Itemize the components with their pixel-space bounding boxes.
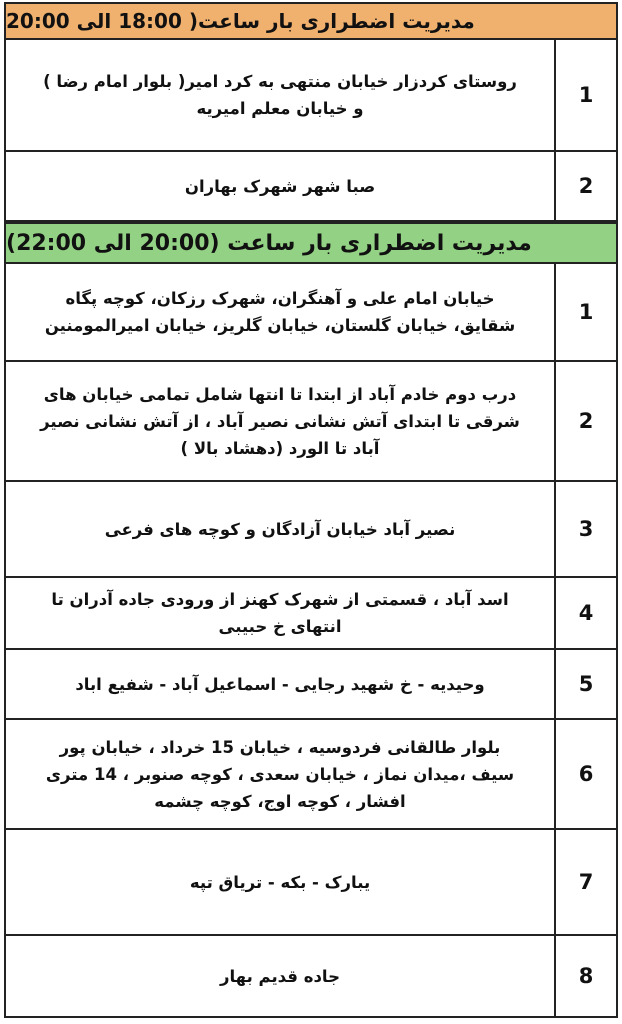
section2-header bbox=[4, 222, 618, 264]
section2-title: مدیریت اضطراری بار ساعت (20:00 الی 22:00) bbox=[6, 230, 532, 256]
row-description bbox=[6, 482, 554, 576]
section1-rows bbox=[4, 40, 618, 222]
description-line: درب دوم خادم آباد از ابتدا تا انتها شامل تمامی خیابان های bbox=[43, 384, 517, 404]
row-number: 8 bbox=[554, 936, 616, 1016]
row-description bbox=[6, 936, 554, 1016]
table-row bbox=[4, 650, 618, 720]
description-line: افشار ، کوچه اوج، کوچه چشمه bbox=[154, 791, 406, 811]
row-number: 1 bbox=[554, 264, 616, 360]
row-description bbox=[6, 720, 554, 828]
description-line: شقایق، خیابان گلستان، خیابان گلریز، خیابان امیرالمومنین bbox=[44, 316, 516, 335]
table-row bbox=[4, 40, 618, 152]
table-row bbox=[4, 152, 618, 222]
description-line: سیف ،میدان نماز ، خیابان سعدی ، کوچه صنوبر ، 14 متری bbox=[45, 764, 515, 784]
row-number: 4 bbox=[554, 578, 616, 648]
description-line: وحیدیه - خ شهید رجایی - اسماعیل آباد - شفیع اباد bbox=[75, 674, 485, 694]
row-description bbox=[6, 362, 554, 480]
row-description bbox=[6, 152, 554, 220]
description-line: خیابان امام علی و آهنگران، شهرک رزکان، کوچه پگاه bbox=[65, 289, 495, 308]
row-number: 2 bbox=[554, 152, 616, 220]
row-description bbox=[6, 830, 554, 934]
description-line: شرقی تا ابتدای آتش نشانی نصیر آباد ، از آتش نشانی نصیر bbox=[40, 411, 520, 431]
row-description bbox=[6, 578, 554, 648]
row-number: 2 bbox=[554, 362, 616, 480]
row-number: 5 bbox=[554, 650, 616, 718]
table-row bbox=[4, 362, 618, 482]
schedule-sheet bbox=[4, 2, 618, 1018]
description-line: انتهای خ حبیبی bbox=[218, 617, 342, 636]
table-row bbox=[4, 482, 618, 578]
section1-title: مدیریت اضطراری بار ساعت( 18:00 الی 20:00 bbox=[6, 9, 475, 33]
description-line: بلوار طالقانی فردوسیه ، خیابان 15 خرداد ، خیابان پور bbox=[59, 737, 501, 757]
description-line: نصیر آباد خیابان آزادگان و کوچه های فرعی bbox=[104, 519, 456, 539]
description-line: و خیابان معلم امیریه bbox=[196, 99, 364, 118]
description-line: یبارک - بکه - تریاق تپه bbox=[189, 872, 371, 892]
table-row bbox=[4, 830, 618, 936]
section1-header bbox=[4, 2, 618, 40]
row-number: 7 bbox=[554, 830, 616, 934]
row-description bbox=[6, 264, 554, 360]
description-line: صبا شهر شهرک بهاران bbox=[184, 176, 376, 196]
description-line: آباد تا الورد (دهشاد بالا ) bbox=[180, 438, 380, 458]
row-description bbox=[6, 650, 554, 718]
table-row bbox=[4, 578, 618, 650]
table-row bbox=[4, 264, 618, 362]
section2-rows bbox=[4, 264, 618, 1018]
description-line: جاده قدیم بهار bbox=[219, 966, 341, 986]
row-description bbox=[6, 40, 554, 150]
row-number: 6 bbox=[554, 720, 616, 828]
description-line: روستای کردزار خیابان منتهی به کرد امیر( بلوار امام رضا ) bbox=[43, 72, 517, 91]
table-row bbox=[4, 720, 618, 830]
table-row bbox=[4, 936, 618, 1018]
row-number: 1 bbox=[554, 40, 616, 150]
row-number: 3 bbox=[554, 482, 616, 576]
description-line: اسد آباد ، قسمتی از شهرک کهنز از ورودی جاده آدران تا bbox=[51, 590, 509, 609]
